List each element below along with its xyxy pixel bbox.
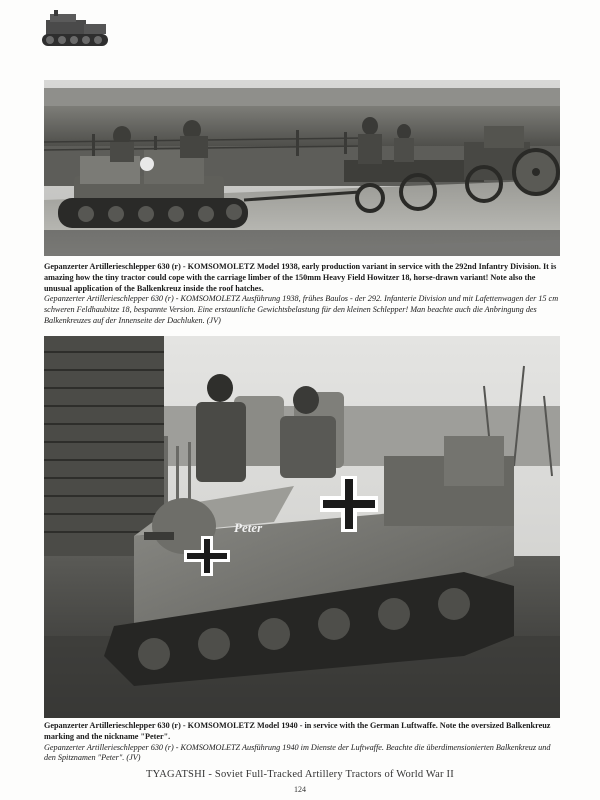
caption-english: Gepanzerter Artillerieschlepper 630 (r) - KOMSOMOLETZ Model 1940 - in service with the German Luftwaffe. Note the oversized Balkenkreuz marking and the nickname "Peter". [44, 721, 551, 741]
photo-komsomoletz-1940-luftwaffe [44, 336, 560, 718]
nickname-text: Peter [234, 520, 263, 535]
caption-german: Gepanzerter Artillerieschlepper 630 (r) - KOMSOMOLETZ Ausführung 1940 im Dienste der Luftwaffe. Beachte die überdimensionierten Balkenkreuz und den Spitznamen "Peter". (JV) [44, 742, 551, 763]
caption-german: Gepanzerter Artillerieschlepper 630 (r) - KOMSOMOLETZ Ausführung 1938, frühes Baulos - der 292. Infanterie Division und mit Lafettenwagen der 15 cm schweren Feldhaubitze 18, bespannte Version. Eine erstaunliche Gewichtsbelastung für den kleinen Schlepper! Man beachte auch die Anbringung des Balkenkreuzes auf der Innenseite der Dachluken. (JV) [44, 294, 559, 325]
caption-english: Gepanzerter Artillerieschlepper 630 (r) - KOMSOMOLETZ Model 1938, early production variant in service with the 292nd Infantry Division. It is amazing how the tiny tractor could cope with the carriage limber of the 150mm Heavy Field Howitzer 18, horse-drawn variant! Note also the unusual application of the Balkenkreuz inside the roof hatches. [44, 262, 557, 293]
photo-komsomoletz-1938-towing-howitzer [44, 80, 560, 256]
page-number: 124 [294, 785, 306, 794]
photo-2-caption [44, 721, 564, 764]
photo-1-caption [44, 262, 564, 327]
tractor-silhouette-icon [40, 10, 112, 52]
book-title-footer: TYAGATSHI - Soviet Full-Tracked Artillery Tractors of World War II [146, 769, 454, 780]
